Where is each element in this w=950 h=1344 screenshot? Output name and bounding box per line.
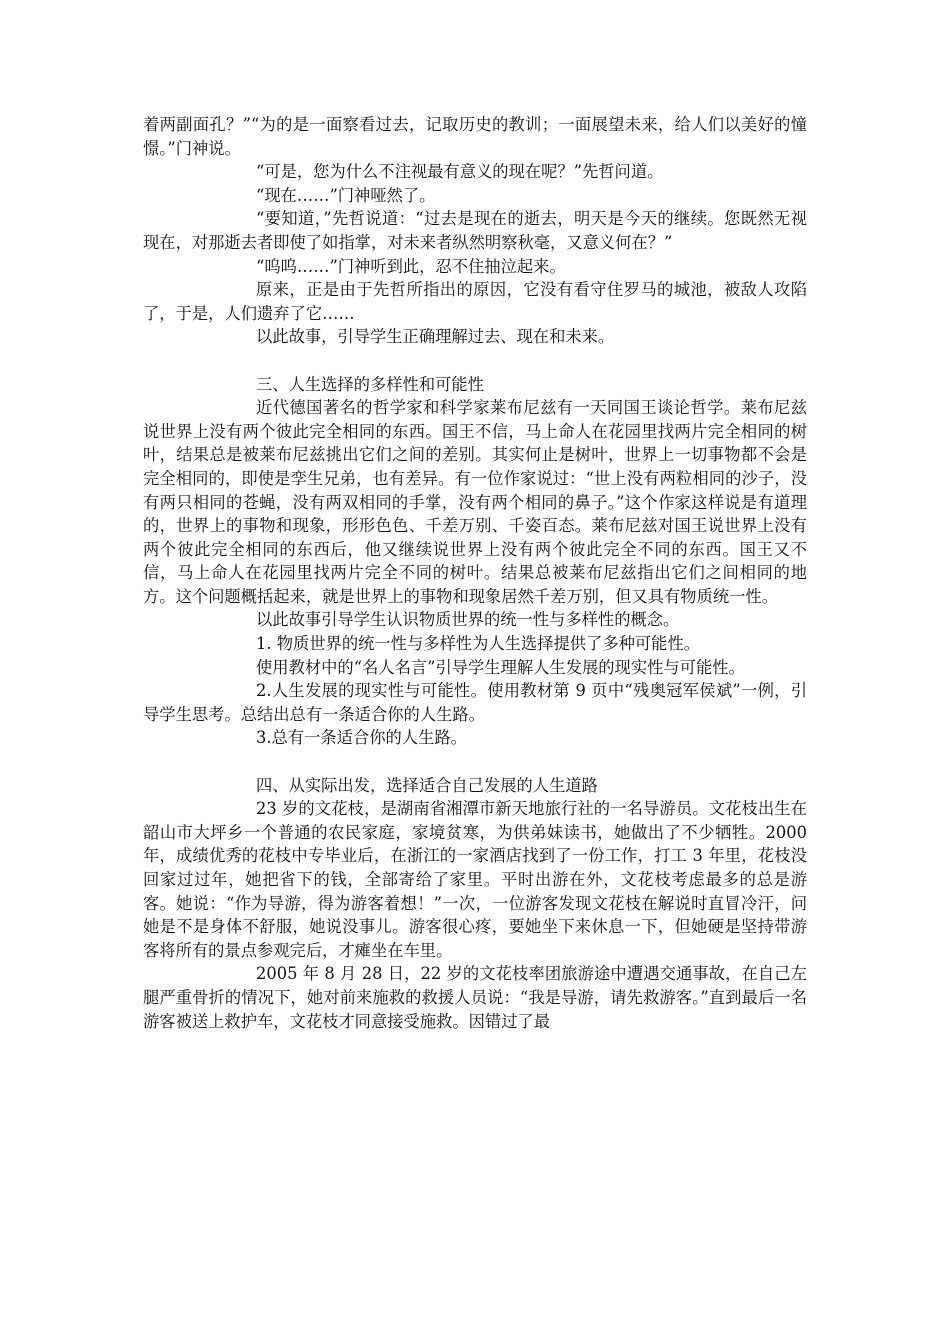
paragraph-dialogue-question: “可是，您为什么不注视最有意义的现在呢？”先哲问道。: [256, 162, 664, 182]
paragraph-leibniz-purpose: 以此故事引导学生认识物质世界的统一性与多样性的概念。: [256, 610, 680, 630]
list-item-2: 2.人生发展的现实性与可能性。使用教材第 9 页中“残奥冠军侯斌”一例，引导学生思考。总结出总有一条适合你的人生路。: [143, 681, 807, 724]
paragraph-dialogue-sob: “呜呜……”门神听到此，忍不住抽泣起来。: [256, 256, 566, 276]
document-page: [143, 113, 807, 1033]
paragraph-dialogue-silence: “现在……”门神哑然了。: [256, 185, 436, 205]
list-item-1: 1. 物质世界的统一性与多样性为人生选择提供了多种可能性。: [256, 634, 701, 654]
section-heading-4: 四、从实际出发，选择适合自己发展的人生道路: [256, 775, 598, 795]
section-spacer: [143, 349, 807, 373]
paragraph-continuation: 着两副面孔？”“为的是一面察看过去，记取历史的教训；一面展望未来，给人们以美好的憧憬。”门神说。: [143, 115, 807, 158]
section-spacer: [143, 750, 807, 774]
list-item-3: 3.总有一条适合你的人生路。: [256, 728, 467, 748]
paragraph-leibniz-story: 近代德国著名的哲学家和科学家莱布尼兹有一天同国王谈论哲学。莱布尼兹说世界上没有两个彼此完全相同的东西。国王不信，马上命人在花园里找两片完全相同的树叶，结果总是被莱布尼兹挑出它们之间的差别。其实何止是树叶，世界上一切事物都不会是完全相同的，即使是孪生兄弟，也有差异。有一位作家说过：“世上没有两粒相同的沙子，没有两只相同的苍蝇，没有两双相同的手掌，没有两个相同的鼻子。”这个作家这样说是有道理的，世界上的事物和现象，形形色色、千差万别、千姿百态。莱布尼兹对国王说世界上没有两个彼此完全相同的东西后，他又继续说世界上没有两个彼此完全不同的东西。国王又不信，马上命人在花园里找两片完全不同的树叶。结果总被莱布尼兹指出它们之间相同的地方。这个问题概括起来，就是世界上的事物和现象居然千差万别，但又具有物质统一性。: [143, 398, 807, 606]
paragraph-quotes-usage: 使用教材中的“名人名言”引导学生理解人生发展的现实性与可能性。: [256, 657, 745, 677]
paragraph-story-purpose: 以此故事，引导学生正确理解过去、现在和未来。: [256, 327, 615, 347]
paragraph-wenhuazhi-intro: 23 岁的文花枝，是湖南省湘潭市新天地旅行社的一名导游员。文花枝出生在韶山市大坪乡一个普通的农民家庭，家境贫寒，为供弟妹读书，她做出了不少牺牲。2000 年，成绩优秀的花枝中专毕业后，在浙江的一家酒店找到了一份工作，打工 3 年里，花枝没回家过过年，她把省下的钱，全部寄给了家里。平时出游在外，文花枝考虑最多的总是游客。她说：“作为导游，得为游客着想！”一次，一位游客发现文花枝在解说时直冒冷汗，问她是不是身体不舒服，她说没事儿。游客很心疼，要她坐下来休息一下，但她硬是坚持带游客将所有的景点参观完后，才瘫坐在车里。: [143, 799, 807, 960]
paragraph-wenhuazhi-accident: 2005 年 8 月 28 日，22 岁的文花枝率团旅游途中遭遇交通事故，在自己左腿严重骨折的情况下，她对前来施救的救援人员说：“我是导游，请先救游客。”直到最后一名游客被送上救护车，文花枝才同意接受施救。因错过了最: [143, 964, 807, 1031]
paragraph-story-ending: 原来，正是由于先哲所指出的原因，它没有看守住罗马的城池，被敌人攻陷了，于是，人们遗弃了它……: [143, 280, 807, 323]
paragraph-dialogue-sage: “要知道，”先哲说道：“过去是现在的逝去，明天是今天的继续。您既然无视现在，对那逝去者即使了如指掌，对未来者纵然明察秋毫，又意义何在？”: [143, 209, 807, 252]
section-heading-3: 三、人生选择的多样性和可能性: [256, 374, 484, 394]
